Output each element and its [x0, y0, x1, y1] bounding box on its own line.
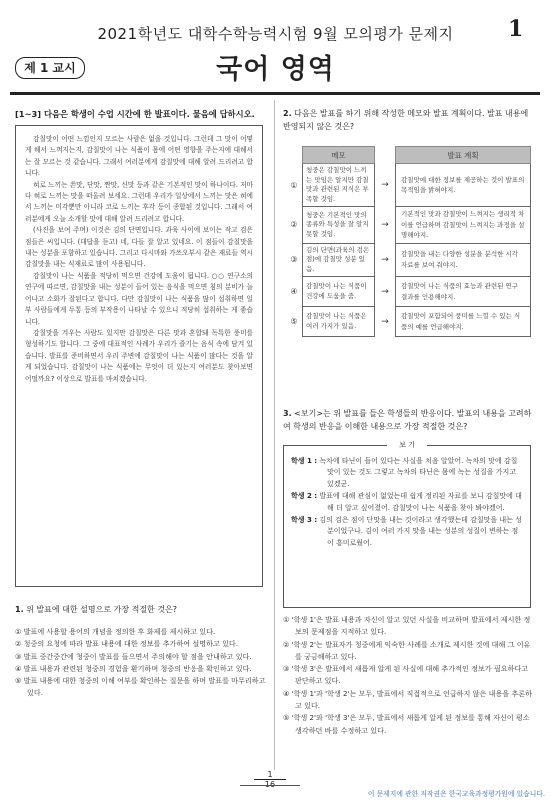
passage-paragraph: 감칠맛을 겨우는 사람도 있지만 감칠맛은 다른 맛과 혼합돼 독특한 풍미를 형성하기도 합니다. 그 중에 대표적인 사례가 우리가 즐기는 음식 속에 담겨 있습니다. 발표를 준비하면서 우리 주변에 감칠맛이 나는 식품이 많다는 것을 알게 되었습니다. 감칠맛이 나는 식품에는 무엇이 더 있는지 여러분도 찾아보면 어떨까요? 이상으로 발표를 마치겠습니다.	[25, 328, 253, 383]
answer-option[interactable]: ① 발표에 사용할 용어의 개념을 정의한 후 화제를 제시하고 있다.	[15, 627, 216, 636]
column-divider	[274, 100, 275, 770]
session-badge: 제 1 교시	[15, 57, 85, 79]
student-reaction	[291, 456, 523, 490]
answer-option[interactable]: ③ 발표 중간중간에 청중이 발표를 들으면서 주의해야 할 점을 안내하고 있다.	[15, 651, 252, 661]
blank-header	[286, 147, 303, 164]
question-2	[283, 108, 538, 133]
passage-paragraph: 감칠맛이 나는 식품을 적당히 먹으면 건강에 도움이 됩니다. ○○ 연구소의 연구에 따르면, 감칠맛을 내는 성분이 들어 있는 음식을 먹으면 침의 분비가 늘어나고 소화가 잘된다고 합니다. 다만 감칠맛이 나는 식품을 많이 섭취하면 일부 사람들에게 두통 등의 부작용이 나타날 수 있으니 적당히 섭취하는 게 좋습니다.	[25, 271, 253, 326]
question-number: 1.	[15, 605, 24, 614]
table-row	[286, 277, 531, 307]
passage-paragraph: 감칠맛이 어떤 느낌인지 모르는 사람은 없을 것입니다. 그런데 그 맛이 어떻게 해서 느껴지는지, 감칠맛이 나는 식품이 몸에 어떤 영향을 주는지에 대해서는 잘 모르는 것 같습니다. 그래서 여러분에게 감칠맛에 대해 알려 드리려고 합니다.	[25, 135, 253, 178]
arrow-right-icon: →	[381, 180, 389, 190]
question-1-options	[15, 626, 267, 700]
answer-option[interactable]: ③ '학생 3'은 발표에서 새롭게 알게 된 사실에 대해 추가적인 정보가 필요하다고 판단하고 있다.	[283, 664, 529, 686]
arrow-right-icon: →	[381, 316, 389, 327]
student-label: 학생 1 :	[291, 457, 318, 465]
question-stem: <보기>는 위 발표를 들은 학생들의 반응이다. 발표의 내용을 고려하여 학생의 반응을 이해한 내용으로 가장 적절한 것은?	[283, 409, 532, 431]
arrow-right-icon: →	[381, 219, 389, 230]
arrow-right-icon: →	[381, 286, 389, 297]
passage-paragraph: 혀로 느끼는 쓴맛, 단맛, 짠맛, 신맛 등과 같은 기본적인 맛이 하나이다. 저마다 혀로 느끼는 맛을 떠올려 보세요. 그런데 우리가 일상에서 느끼는 맛은 혀에서 느끼는 미각뿐만 아니라 코로 느끼는 후각 등이 종합된 것입니다. 그래서 여러분에게 오늘 소개할 맛에 대해 알려 드리려고 합니다.	[25, 180, 253, 223]
plan-cell: 기본적인 맛과 감칠맛이 느껴지는 생리적 차이를 언급하며 감칠맛이 느껴지는 과정을 설명해야지.	[396, 207, 531, 244]
option-number[interactable]: ②	[290, 220, 298, 230]
footer-page: 1	[267, 770, 273, 779]
instruction: [1~3] 다음은 학생이 수업 시간에 한 발표이다. 물음에 답하시오.	[15, 109, 255, 119]
header-rule	[10, 92, 540, 95]
answer-option[interactable]: ④ '학생 1'과 '학생 2'는 모두, 발표에서 직접적으로 언급하지 않은 내용을 추론하고 있다.	[283, 688, 532, 711]
answer-option[interactable]: ② 청중의 요청에 따라 발표 내용에 대한 정보를 추가하여 설명하고 있다.	[15, 639, 239, 649]
bogi-label: 보 기	[387, 440, 427, 450]
student-reaction	[291, 491, 523, 514]
question-stem: 위 발표에 대한 설명으로 가장 적절한 것은?	[26, 605, 178, 614]
question-number: 3.	[283, 409, 292, 418]
exam-title: 2021학년도 대학수학능력시험 9월 모의평가 문제지	[97, 25, 454, 43]
table-row	[286, 164, 531, 207]
memo-plan-table	[286, 146, 531, 337]
arrow-right-icon: →	[381, 254, 389, 265]
reaction-text: 김의 검은 점이 단맛을 내는 것이라고 생각했는데 감칠맛을 내는 성분이었구나. 김이 여러 가지 맛을 내는 성분의 성질이 변하는 점이 흥미로웠어.	[319, 516, 522, 547]
option-number[interactable]: ④	[290, 287, 298, 296]
student-label: 학생 3 :	[291, 516, 318, 525]
plan-cell: 감칠맛에 대한 정보를 제공하는 것이 발표의 목적임을 밝혀야지.	[396, 164, 531, 207]
memo-cell: 청중은 기본적인 맛의 종류와 특성을 잘 알지 못할 것임.	[303, 207, 375, 244]
question-3	[283, 408, 538, 433]
memo-cell: 김의 단면(과육의 검은 점)에 감칠맛 성분 있음.	[303, 243, 375, 277]
reaction-text: 녹차에 타닌이 들어 있다는 사실을 처음 알았어. 녹차의 맛에 감칠맛이 있는 것도 그렇고 녹차의 타닌은 몸에 녹는 성질을 가지고 있겠군.	[319, 457, 518, 488]
memo-header: 메모	[303, 147, 375, 164]
passage-box	[15, 125, 263, 587]
blank-header	[375, 147, 396, 164]
footer-total	[254, 779, 286, 788]
subject-title: 국어 영역	[216, 54, 335, 85]
reaction-text: 발표에 대해 관심이 없었는데 쉽게 정리된 자료를 보니 감칠맛에 대해 더 알고 싶어졌어. 감칠맛이 나는 식품을 찾아 봐야겠어.	[319, 492, 522, 512]
question-3-options	[283, 614, 535, 737]
footer-fraction-line	[254, 779, 286, 780]
student-reaction	[291, 515, 523, 549]
question-stem: 다음은 발표를 하기 위해 작성한 메모와 발표 계획이다. 발표 내용에 반영되지 않은 것은?	[283, 109, 529, 131]
answer-option[interactable]: ② '학생 2'는 발표자가 청중에게 익숙한 사례를 소개로 제시한 것에 대해 그 이유를 궁금해하고 있다.	[283, 639, 531, 661]
plan-header: 발표 계획	[396, 147, 531, 164]
student-label: 학생 2 :	[291, 492, 318, 501]
page-number: 1	[508, 16, 524, 42]
option-number[interactable]: ③	[290, 255, 298, 265]
table-row	[286, 243, 531, 277]
passage-paragraph: (사진을 보여 주며) 이것은 김의 단면입니다. 과육 사이에 보이는 작고 검은 점들은 씨입니다. (대답을 듣고) 네, 다들 잘 알고 있네요. 이 점들이 감칠맛을 내는 성분을 포함하고 있습니다. 그리고 다시마와 가쓰오부시 같은 재료들 역시 감칠맛을 내는 식재료로 많이 사용됩니다.	[25, 226, 253, 269]
copyright-notice: 이 문제지에 관한 저작권은 한국교육과정평가원에 있습니다.	[367, 790, 545, 798]
answer-option[interactable]: ⑤ 발표 내용에 대한 청중의 이해 여부를 확인하는 질문을 하며 발표를 마무리하고 있다.	[15, 676, 266, 698]
memo-cell: 감칠맛이 나는 식품이 건강에 도움을 줌.	[303, 277, 375, 307]
option-number[interactable]: ⑤	[290, 317, 298, 326]
table-row	[286, 207, 531, 244]
memo-cell: 감칠맛이 나는 식품은 여러 가지가 있음.	[303, 307, 375, 337]
plan-cell: 감칠맛이 포함되어 풍미를 느낄 수 있는 식품의 예를 언급해야지.	[396, 307, 531, 337]
question-number: 2.	[283, 109, 292, 118]
answer-option[interactable]: ⑤ '학생 2'와 '학생 3'은 모두, 발표에서 새롭게 알게 된 정보를 통해 자신이 평소 생각하던 바를 수정하고 있다.	[283, 713, 530, 735]
bogi-box	[283, 445, 531, 608]
question-1	[15, 604, 267, 617]
footer-rule	[240, 785, 300, 786]
plan-cell: 감칠맛을 내는 다양한 성분을 분석한 시각 자료를 보여 줘야지.	[396, 243, 531, 277]
table-row	[286, 307, 531, 337]
plan-cell: 감칠맛이 나는 식품의 효능과 관련된 연구 결과를 인용해야지.	[396, 277, 531, 307]
answer-option[interactable]: ④ 발표 내용과 관련된 청중의 경험을 환기하며 청중의 반응을 확인하고 있다.	[15, 663, 252, 673]
memo-cell: 청중은 감칠맛이 느끼는 맛임은 알지만 감칠맛과 관련된 지식은 부족할 것임.	[303, 164, 375, 207]
option-number[interactable]: ①	[290, 180, 298, 190]
answer-option[interactable]: ① '학생 1'은 발표 내용과 자신이 알고 있던 사실을 비교하며 발표에서 제시한 정보의 문제점을 지적하고 있다.	[283, 615, 531, 637]
